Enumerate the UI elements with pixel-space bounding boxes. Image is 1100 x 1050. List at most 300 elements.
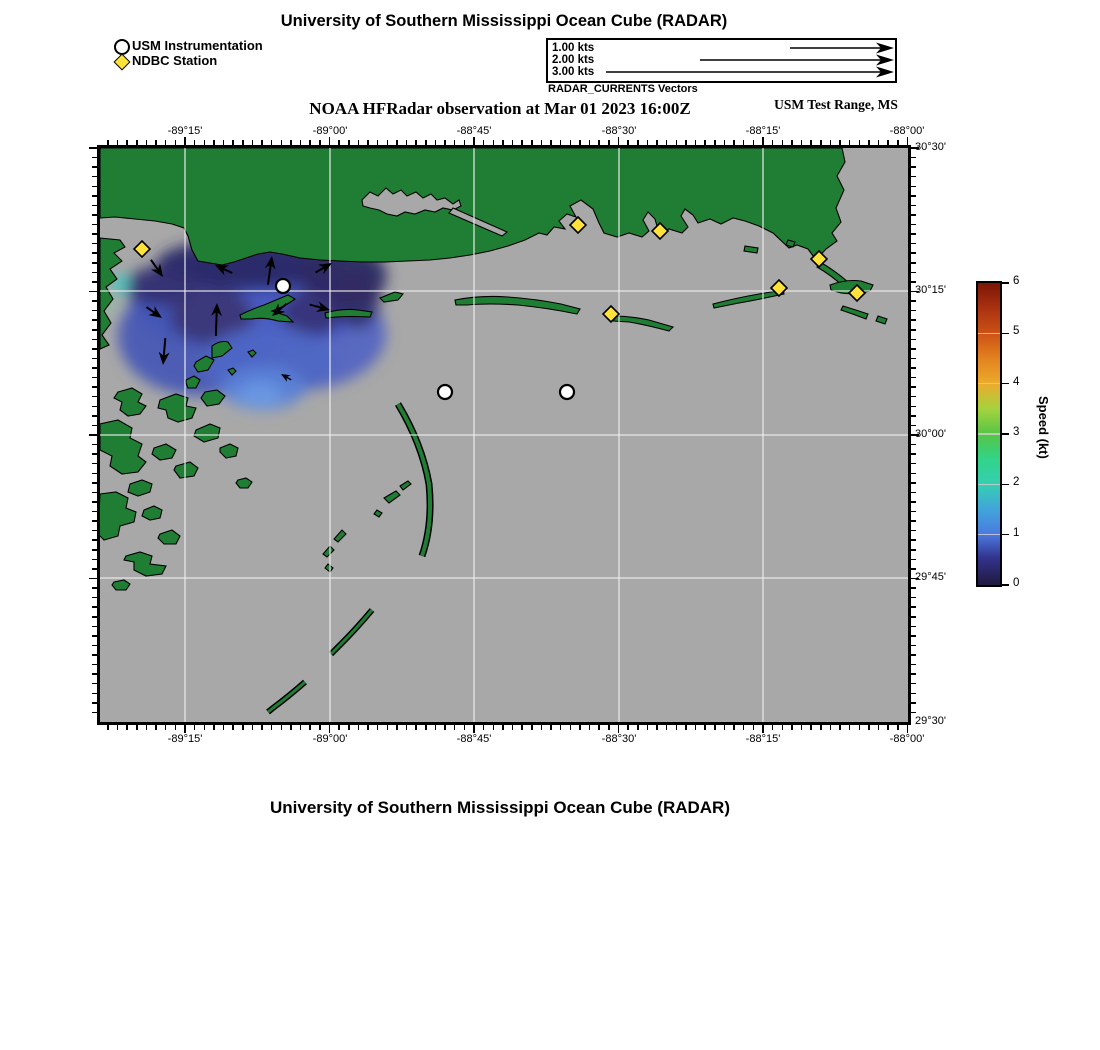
- lat-tick-right: [911, 520, 916, 522]
- lat-tick-right: [911, 587, 916, 589]
- lon-tick-top: [387, 140, 389, 145]
- lon-tick-top: [483, 140, 485, 145]
- speed-colorbar: [976, 281, 1002, 587]
- lat-tick-right: [911, 511, 916, 513]
- lon-tick-bottom: [782, 725, 784, 730]
- lat-tick-right: [911, 166, 916, 168]
- lon-tick-top: [579, 140, 581, 145]
- lat-tick-left: [92, 166, 97, 168]
- usm-instrumentation-marker: [438, 385, 452, 399]
- test-range-label: USM Test Range, MS: [774, 97, 898, 112]
- lon-tick-top: [213, 140, 215, 145]
- lon-tick-top: [184, 137, 186, 145]
- lon-tick-bottom: [714, 725, 716, 730]
- lon-tick-bottom: [126, 725, 128, 730]
- lon-tick-bottom: [762, 725, 764, 733]
- lat-tick-right: [911, 626, 916, 628]
- lat-tick-right: [911, 549, 916, 551]
- lon-tick-top: [281, 140, 283, 145]
- lat-tick-left: [92, 549, 97, 551]
- lat-tick-right: [911, 425, 916, 427]
- lon-tick-bottom: [598, 725, 600, 730]
- lon-axis-label-bottom: -88°00': [889, 733, 925, 745]
- lat-tick-right: [911, 195, 916, 197]
- lon-tick-top: [493, 140, 495, 145]
- lat-tick-right: [911, 616, 916, 618]
- lon-tick-bottom: [801, 725, 803, 730]
- lon-tick-top: [117, 140, 119, 145]
- lat-tick-right: [911, 712, 916, 714]
- lon-tick-top: [309, 140, 311, 145]
- lon-axis-label-bottom: -89°15': [167, 733, 203, 745]
- map: [100, 148, 908, 722]
- lon-tick-bottom: [685, 725, 687, 730]
- lat-tick-right: [911, 645, 916, 647]
- lon-tick-top: [155, 140, 157, 145]
- lon-axis-label-bottom: -88°15': [745, 733, 781, 745]
- lon-tick-top: [618, 137, 620, 145]
- lon-tick-top: [290, 140, 292, 145]
- lat-tick-right: [911, 310, 916, 312]
- lon-tick-top: [406, 140, 408, 145]
- lon-tick-top: [907, 137, 909, 145]
- lon-tick-bottom: [155, 725, 157, 730]
- lon-tick-top: [329, 137, 331, 145]
- lat-tick-left: [92, 616, 97, 618]
- lat-tick-right: [911, 406, 916, 408]
- lon-tick-top: [647, 140, 649, 145]
- lon-tick-top: [261, 140, 263, 145]
- lat-tick-right: [911, 262, 916, 264]
- map-frame: [97, 145, 911, 725]
- lat-tick-right: [911, 415, 916, 417]
- lon-tick-bottom: [724, 725, 726, 730]
- lon-tick-bottom: [406, 725, 408, 730]
- lat-tick-right: [911, 501, 916, 503]
- lat-tick-right: [911, 492, 916, 494]
- lat-tick-left: [92, 329, 97, 331]
- lat-tick-left: [89, 291, 97, 293]
- lon-tick-bottom: [165, 725, 167, 730]
- colorbar-gridline: [978, 484, 1000, 486]
- lon-axis-label-bottom: -89°00': [312, 733, 348, 745]
- lon-tick-top: [685, 140, 687, 145]
- lon-tick-top: [367, 140, 369, 145]
- lat-tick-left: [92, 186, 97, 188]
- colorbar-tick-label: 1: [1013, 526, 1020, 539]
- lon-tick-top: [743, 140, 745, 145]
- lat-tick-right: [911, 339, 916, 341]
- lon-tick-top: [762, 137, 764, 145]
- lat-tick-left: [92, 386, 97, 388]
- lon-tick-bottom: [743, 725, 745, 730]
- radar-currents-caption: RADAR_CURRENTS Vectors: [548, 83, 698, 95]
- lon-tick-bottom: [627, 725, 629, 730]
- lat-tick-right: [911, 272, 916, 274]
- lon-tick-bottom: [666, 725, 668, 730]
- lon-tick-bottom: [377, 725, 379, 730]
- lat-tick-right: [911, 453, 916, 455]
- lon-tick-bottom: [859, 725, 861, 730]
- lat-tick-right: [911, 463, 916, 465]
- lon-tick-bottom: [521, 725, 523, 730]
- lon-tick-top: [204, 140, 206, 145]
- lon-tick-top: [772, 140, 774, 145]
- lat-tick-right: [911, 329, 916, 331]
- lon-tick-top: [830, 140, 832, 145]
- lat-tick-left: [92, 597, 97, 599]
- lon-tick-bottom: [656, 725, 658, 730]
- speed-patch: [238, 382, 282, 408]
- lat-tick-left: [92, 272, 97, 274]
- vector-scale-arrows: [548, 40, 895, 81]
- lon-tick-top: [656, 140, 658, 145]
- colorbar-tick-label: 4: [1013, 375, 1020, 388]
- lon-tick-bottom: [435, 725, 437, 730]
- lat-tick-right: [911, 205, 916, 207]
- lat-tick-left: [92, 453, 97, 455]
- colorbar-gridline: [978, 383, 1000, 385]
- usm-instrumentation-label: USM Instrumentation: [132, 38, 263, 53]
- lon-tick-top: [560, 140, 562, 145]
- lat-tick-left: [92, 176, 97, 178]
- lon-tick-bottom: [329, 725, 331, 733]
- lon-tick-bottom: [810, 725, 812, 730]
- lon-tick-bottom: [839, 725, 841, 730]
- colorbar-tick: [1002, 484, 1009, 486]
- lat-tick-left: [92, 492, 97, 494]
- lon-tick-top: [348, 140, 350, 145]
- lon-tick-bottom: [791, 725, 793, 730]
- lon-tick-top: [810, 140, 812, 145]
- lat-tick-left: [92, 482, 97, 484]
- lat-tick-right: [911, 300, 916, 302]
- lon-tick-bottom: [444, 725, 446, 730]
- lat-tick-left: [92, 214, 97, 216]
- usm-instrumentation-marker: [560, 385, 574, 399]
- lon-tick-top: [878, 140, 880, 145]
- lat-tick-right: [911, 597, 916, 599]
- lon-tick-bottom: [608, 725, 610, 730]
- lon-tick-top: [531, 140, 533, 145]
- lon-tick-top: [107, 140, 109, 145]
- lat-tick-right: [911, 683, 916, 685]
- vector-scale-2kt-label: 2.00 kts: [552, 54, 595, 66]
- lon-tick-top: [338, 140, 340, 145]
- lat-tick-left: [92, 243, 97, 245]
- lat-axis-label-right: 30°30': [915, 141, 946, 153]
- lon-tick-top: [801, 140, 803, 145]
- lon-tick-top: [724, 140, 726, 145]
- lat-tick-left: [92, 319, 97, 321]
- lat-tick-right: [911, 377, 916, 379]
- ndbc-station-icon: [114, 54, 131, 71]
- lon-tick-bottom: [830, 725, 832, 730]
- vector-scale-box: [546, 38, 897, 83]
- colorbar-tick-label: 3: [1013, 426, 1020, 438]
- lon-tick-bottom: [309, 725, 311, 730]
- lon-axis-label-top: -88°15': [745, 125, 781, 137]
- lat-tick-left: [92, 195, 97, 197]
- lat-tick-left: [92, 473, 97, 475]
- colorbar-tick-label: 5: [1013, 325, 1020, 338]
- lon-tick-bottom: [194, 725, 196, 730]
- lon-tick-top: [473, 137, 475, 145]
- lon-tick-bottom: [464, 725, 466, 730]
- lat-tick-left: [92, 262, 97, 264]
- lon-tick-bottom: [396, 725, 398, 730]
- lat-tick-left: [92, 702, 97, 704]
- lat-tick-right: [911, 539, 916, 541]
- lat-tick-left: [92, 396, 97, 398]
- lon-tick-top: [223, 140, 225, 145]
- lon-tick-bottom: [541, 725, 543, 730]
- lat-tick-right: [911, 396, 916, 398]
- lon-tick-top: [887, 140, 889, 145]
- lat-tick-left: [92, 157, 97, 159]
- lon-tick-bottom: [878, 725, 880, 730]
- lon-tick-bottom: [367, 725, 369, 730]
- lat-tick-right: [911, 559, 916, 561]
- lon-tick-top: [175, 140, 177, 145]
- lat-tick-right: [911, 281, 916, 283]
- ndbc-station-label: NDBC Station: [132, 53, 218, 68]
- lon-tick-top: [570, 140, 572, 145]
- lat-tick-right: [911, 252, 916, 254]
- land-ship-island: [325, 309, 372, 318]
- lon-tick-bottom: [213, 725, 215, 730]
- lat-tick-right: [911, 386, 916, 388]
- colorbar-tick-label: 6: [1013, 275, 1020, 287]
- lon-tick-top: [859, 140, 861, 145]
- lat-tick-right: [911, 186, 916, 188]
- lat-tick-left: [92, 415, 97, 417]
- lon-tick-bottom: [223, 725, 225, 730]
- lon-tick-top: [791, 140, 793, 145]
- lon-tick-bottom: [637, 725, 639, 730]
- lon-tick-bottom: [483, 725, 485, 730]
- colorbar-tick: [1002, 282, 1009, 284]
- lon-tick-top: [704, 140, 706, 145]
- lat-tick-right: [911, 482, 916, 484]
- lat-tick-left: [92, 635, 97, 637]
- lon-tick-top: [589, 140, 591, 145]
- lon-tick-top: [358, 140, 360, 145]
- lon-axis-label-top: -89°15': [167, 125, 203, 137]
- lon-tick-bottom: [502, 725, 504, 730]
- vector-scale-3kt-label: 3.00 kts: [552, 66, 595, 78]
- lat-tick-right: [911, 243, 916, 245]
- lon-tick-bottom: [579, 725, 581, 730]
- lon-tick-top: [194, 140, 196, 145]
- lon-axis-label-top: -88°30': [601, 125, 637, 137]
- lat-tick-right: [911, 233, 916, 235]
- lat-tick-left: [92, 530, 97, 532]
- lon-tick-top: [676, 140, 678, 145]
- lon-tick-bottom: [136, 725, 138, 730]
- lon-tick-top: [753, 140, 755, 145]
- lon-axis-label-bottom: -88°30': [601, 733, 637, 745]
- lat-axis-label-right: 29°30': [915, 715, 946, 727]
- vector-scale-1kt-label: 1.00 kts: [552, 42, 595, 54]
- lon-tick-top: [146, 140, 148, 145]
- lon-tick-top: [839, 140, 841, 145]
- lon-tick-top: [512, 140, 514, 145]
- lon-tick-bottom: [618, 725, 620, 733]
- lon-tick-bottom: [338, 725, 340, 730]
- lat-tick-left: [92, 444, 97, 446]
- lon-tick-bottom: [550, 725, 552, 730]
- usm-instrumentation-marker: [276, 279, 290, 293]
- lon-tick-top: [252, 140, 254, 145]
- lon-tick-bottom: [753, 725, 755, 730]
- lon-tick-bottom: [647, 725, 649, 730]
- lat-tick-left: [92, 511, 97, 513]
- lon-tick-top: [126, 140, 128, 145]
- lon-tick-bottom: [204, 725, 206, 730]
- speed-patch: [336, 268, 380, 328]
- lon-tick-top: [897, 140, 899, 145]
- lon-tick-bottom: [175, 725, 177, 730]
- lat-tick-left: [89, 578, 97, 580]
- lon-tick-bottom: [271, 725, 273, 730]
- lat-tick-right: [911, 224, 916, 226]
- lon-tick-top: [464, 140, 466, 145]
- lat-tick-left: [92, 310, 97, 312]
- lon-tick-bottom: [387, 725, 389, 730]
- lat-tick-left: [92, 252, 97, 254]
- lon-tick-bottom: [454, 725, 456, 730]
- lat-tick-left: [92, 463, 97, 465]
- lat-tick-left: [92, 712, 97, 714]
- lat-tick-left: [92, 520, 97, 522]
- lat-tick-left: [92, 626, 97, 628]
- lon-tick-top: [242, 140, 244, 145]
- lat-tick-right: [911, 348, 916, 350]
- lon-tick-top: [425, 140, 427, 145]
- lon-tick-bottom: [415, 725, 417, 730]
- lon-tick-bottom: [146, 725, 148, 730]
- lon-tick-bottom: [733, 725, 735, 730]
- lat-tick-left: [92, 205, 97, 207]
- lon-tick-bottom: [358, 725, 360, 730]
- lat-tick-left: [92, 683, 97, 685]
- lat-tick-right: [911, 176, 916, 178]
- lat-tick-left: [92, 281, 97, 283]
- lon-tick-bottom: [252, 725, 254, 730]
- lon-tick-bottom: [897, 725, 899, 730]
- lon-tick-top: [598, 140, 600, 145]
- lat-axis-label-right: 30°15': [915, 284, 946, 296]
- lon-tick-bottom: [117, 725, 119, 730]
- lon-tick-bottom: [184, 725, 186, 733]
- lat-tick-right: [911, 444, 916, 446]
- lon-tick-bottom: [107, 725, 109, 730]
- lon-tick-top: [435, 140, 437, 145]
- lon-tick-top: [627, 140, 629, 145]
- colorbar-tick: [1002, 433, 1009, 435]
- lon-tick-bottom: [281, 725, 283, 730]
- lon-tick-bottom: [300, 725, 302, 730]
- lon-tick-top: [396, 140, 398, 145]
- lon-tick-top: [637, 140, 639, 145]
- colorbar-tick: [1002, 584, 1009, 586]
- lon-tick-top: [695, 140, 697, 145]
- lon-axis-label-top: -88°00': [889, 125, 925, 137]
- lon-tick-bottom: [473, 725, 475, 733]
- lat-tick-left: [92, 568, 97, 570]
- lon-tick-top: [377, 140, 379, 145]
- lon-tick-bottom: [348, 725, 350, 730]
- lat-tick-left: [92, 673, 97, 675]
- lon-tick-bottom: [570, 725, 572, 730]
- lon-tick-bottom: [676, 725, 678, 730]
- lat-tick-left: [92, 501, 97, 503]
- colorbar-label: Speed (kt): [1036, 396, 1051, 459]
- lat-tick-left: [92, 664, 97, 666]
- lat-tick-left: [92, 693, 97, 695]
- lon-tick-bottom: [493, 725, 495, 730]
- land-islet-dot: [786, 240, 795, 247]
- lat-tick-right: [911, 654, 916, 656]
- lat-axis-label-right: 29°45': [915, 571, 946, 583]
- lon-tick-top: [733, 140, 735, 145]
- lon-tick-top: [444, 140, 446, 145]
- lat-tick-right: [911, 157, 916, 159]
- lon-tick-top: [782, 140, 784, 145]
- lon-tick-top: [608, 140, 610, 145]
- lat-tick-left: [92, 654, 97, 656]
- lon-tick-top: [136, 140, 138, 145]
- page-title: University of Southern Mississippi Ocean Cube (RADAR): [280, 12, 728, 30]
- lat-tick-right: [911, 530, 916, 532]
- lon-tick-bottom: [820, 725, 822, 730]
- colorbar-tick: [1002, 333, 1009, 335]
- lat-tick-left: [92, 358, 97, 360]
- lon-tick-top: [300, 140, 302, 145]
- lon-tick-bottom: [261, 725, 263, 730]
- bottom-title: University of Southern Mississippi Ocean Cube (RADAR): [269, 798, 730, 817]
- lon-axis-label-top: -88°45': [456, 125, 492, 137]
- lat-tick-left: [92, 367, 97, 369]
- lat-tick-left: [92, 425, 97, 427]
- lat-axis-label-right: 30°00': [915, 428, 946, 440]
- lat-tick-left: [92, 300, 97, 302]
- lat-tick-left: [92, 606, 97, 608]
- lat-tick-left: [92, 224, 97, 226]
- lat-tick-left: [89, 147, 97, 149]
- lat-tick-right: [911, 664, 916, 666]
- lat-tick-right: [911, 606, 916, 608]
- lat-tick-right: [911, 568, 916, 570]
- colorbar-tick: [1002, 534, 1009, 536]
- lat-tick-left: [92, 377, 97, 379]
- lon-tick-bottom: [232, 725, 234, 730]
- lon-tick-bottom: [589, 725, 591, 730]
- lat-tick-left: [89, 434, 97, 436]
- observation-subtitle: NOAA HFRadar observation at Mar 01 2023 16:00Z: [309, 99, 691, 118]
- colorbar-tick: [1002, 383, 1009, 385]
- lon-tick-bottom: [512, 725, 514, 730]
- lat-tick-left: [92, 406, 97, 408]
- lat-tick-right: [911, 702, 916, 704]
- lon-tick-top: [415, 140, 417, 145]
- lon-tick-bottom: [531, 725, 533, 730]
- lat-tick-right: [911, 367, 916, 369]
- lon-tick-bottom: [887, 725, 889, 730]
- lat-tick-left: [92, 233, 97, 235]
- lat-tick-right: [911, 635, 916, 637]
